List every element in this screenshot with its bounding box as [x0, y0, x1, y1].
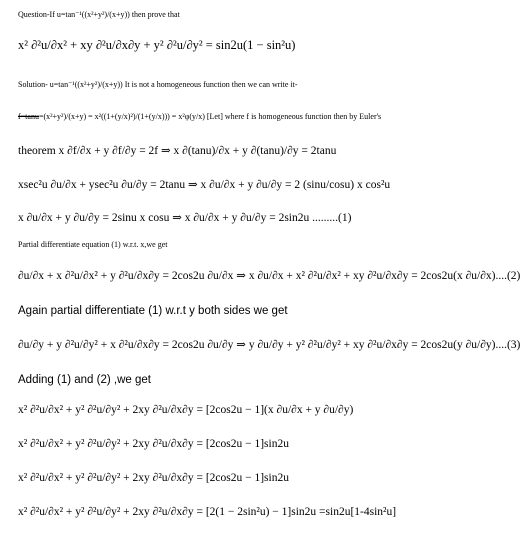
document-line-9: ∂u/∂x + x ∂²u/∂x² + y ∂²u/∂x∂y = 2cos2u ∂u/∂x ⇒ x ∂u/∂x + x² ∂²u/∂x² + xy ∂²u/∂x∂y = 2cos2u(x ∂u/∂x)....(2): [18, 270, 520, 282]
document-line-10: Again partial differentiate (1) w.r.t y both sides we get: [18, 305, 288, 317]
document-line-5: theorem x ∂f/∂x + y ∂f/∂y = 2f ⇒ x ∂(tanu)/∂x + y ∂(tanu)/∂y = 2tanu: [18, 145, 337, 157]
document-line-13: x² ∂²u/∂x² + y² ∂²u/∂y² + 2xy ∂²u/∂x∂y = [2cos2u − 1](x ∂u/∂x + y ∂u/∂y): [18, 404, 354, 416]
document-line-12: Adding (1) and (2) ,we get: [18, 374, 151, 386]
strike-through-text: f=tanu: [18, 112, 39, 121]
document-line-7: x ∂u/∂x + y ∂u/∂y = 2sinu x cosu ⇒ x ∂u/∂x + y ∂u/∂y = 2sin2u .........(1): [18, 212, 352, 224]
document-line-8: Partial differentiate equation (1) w.r.t. x,we get: [18, 240, 168, 249]
document-line-16: x² ∂²u/∂x² + y² ∂²u/∂y² + 2xy ∂²u/∂x∂y = [2(1 − 2sin²u) − 1]sin2u =sin2u[1-4sin²u]: [18, 506, 397, 518]
document-line-15: x² ∂²u/∂x² + y² ∂²u/∂y² + 2xy ∂²u/∂x∂y = [2cos2u − 1]sin2u: [18, 472, 289, 484]
document-line-1: Question-If u=tan⁻¹((x²+y²)/(x+y)) then prove that: [18, 10, 180, 19]
document-line-11: ∂u/∂y + y ∂²u/∂y² + x ∂²u/∂x∂y = 2cos2u ∂u/∂y ⇒ y ∂u/∂y + y² ∂²u/∂y² + xy ∂²u/∂x∂y = 2cos2u(y ∂u/∂y)....(3): [18, 339, 520, 351]
document-line-14: x² ∂²u/∂x² + y² ∂²u/∂y² + 2xy ∂²u/∂x∂y = [2cos2u − 1]sin2u: [18, 438, 289, 450]
document-line-6: xsec²u ∂u/∂x + ysec²u ∂u/∂y = 2tanu ⇒ x ∂u/∂x + y ∂u/∂y = 2 (sinu/cosu) x cos²u: [18, 179, 391, 191]
document-line-3: Solution- u=tan⁻¹((x²+y²)/(x+y)) It is not a homogeneous function then we can write it-: [18, 80, 298, 89]
document-line-2: x² ∂²u/∂x² + xy ∂²u/∂x∂y + y² ∂²u/∂y² = sin2u(1 − sin²u): [18, 38, 296, 52]
document-line-4: f=tanu=(x²+y²)/(x+y) = x²((1+(y/x)²)/(1+(y/x))) = x²φ(y/x) [Let] where f is homogeneous function then by Euler's: [18, 112, 382, 121]
